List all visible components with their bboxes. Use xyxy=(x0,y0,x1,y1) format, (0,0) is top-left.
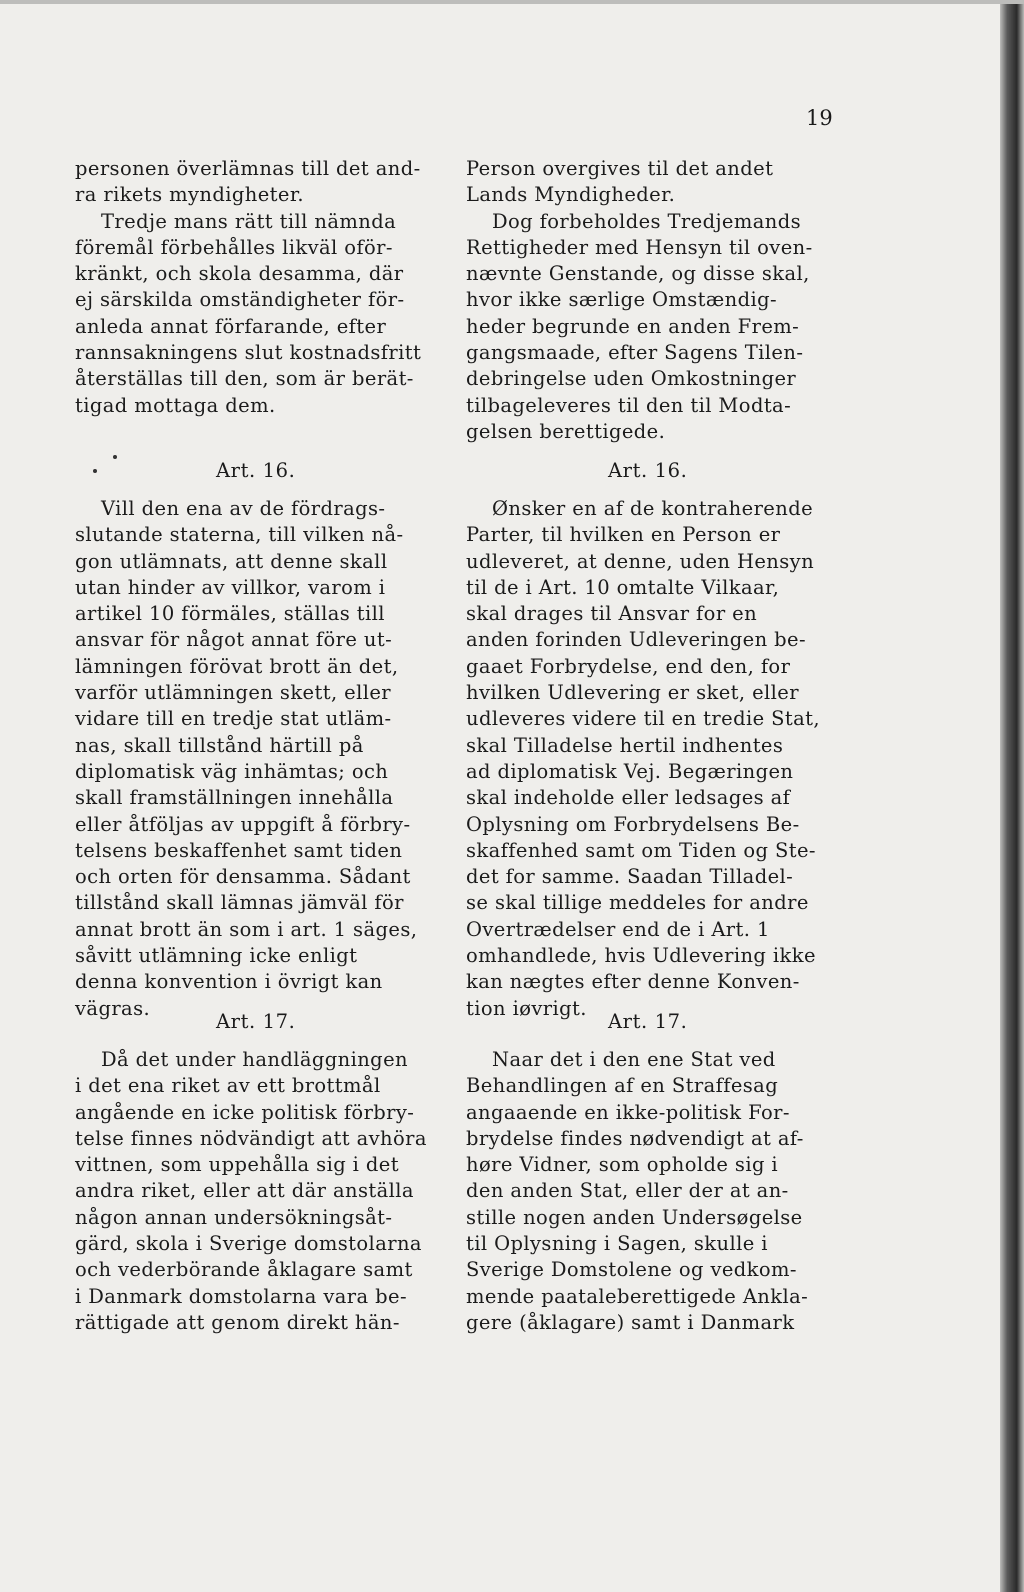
right-art16-heading: Art. 16. xyxy=(608,459,688,482)
text-line: vägras. xyxy=(75,996,151,1020)
text-line: nas, skall tillstånd härtill på xyxy=(75,733,364,757)
right-art17-heading: Art. 17. xyxy=(608,1010,688,1033)
left-art16-paragraph xyxy=(75,496,455,1022)
right-intro-paragraph xyxy=(466,156,846,445)
text-line: gaaet Forbrydelse, end den, for xyxy=(466,654,791,678)
text-line: tillstånd skall lämnas jämväl för xyxy=(75,891,404,915)
text-line: Tredje mans rätt till nämnda xyxy=(101,209,397,233)
text-line: den anden Stat, eller der at an- xyxy=(466,1179,789,1203)
text-line: gelsen berettigede. xyxy=(466,419,666,443)
text-line: eller åtföljas av uppgift å förbry- xyxy=(75,812,411,836)
text-line: hvilken Udlevering er sket, eller xyxy=(466,681,799,705)
text-line: stille nogen anden Undersøgelse xyxy=(466,1205,803,1229)
right-art16-paragraph xyxy=(466,496,846,1022)
text-line: Rettigheder med Hensyn til oven- xyxy=(466,235,813,259)
text-line: i Danmark domstolarna vara be- xyxy=(75,1284,407,1308)
text-line: anden forinden Udleveringen be- xyxy=(466,628,806,652)
text-line: til de i Art. 10 omtalte Vilkaar, xyxy=(466,575,780,599)
text-line: høre Vidner, som opholde sig i xyxy=(466,1153,779,1177)
text-line: heder begrunde en anden Frem- xyxy=(466,314,800,338)
text-line: tion iøvrigt. xyxy=(466,996,587,1020)
text-line: telse finnes nödvändigt att avhöra xyxy=(75,1126,427,1150)
page-number: 19 xyxy=(806,106,833,130)
text-line: Då det under handläggningen xyxy=(101,1048,408,1071)
text-line: utan hinder av villkor, varom i xyxy=(75,575,386,599)
page-edge-shadow xyxy=(1000,0,1024,1592)
text-line: Dog forbeholdes Tredjemands xyxy=(492,209,802,233)
text-line: lämningen förövat brott än det, xyxy=(75,654,399,678)
text-line: gere (åklagare) samt i Danmark xyxy=(466,1310,795,1334)
text-line: tilbageleveres til den til Modta- xyxy=(466,393,792,417)
text-line: rannsakningens slut kostnadsfritt xyxy=(75,341,422,365)
text-line: Behandlingen af en Straffesag xyxy=(466,1074,779,1098)
text-line: skall framställningen innehålla xyxy=(75,786,394,810)
print-speck xyxy=(113,455,117,459)
text-line: kan nægtes efter denne Konven- xyxy=(466,970,800,994)
text-line: vidare till en tredje stat utläm- xyxy=(75,707,392,731)
text-line: skal Tilladelse hertil indhentes xyxy=(466,733,784,757)
text-line: ansvar för något annat före ut- xyxy=(75,628,393,652)
text-line: gärd, skola i Sverige domstolarna xyxy=(75,1232,422,1256)
text-line: Parter, til hvilken en Person er xyxy=(466,523,781,547)
text-line: någon annan undersökningsåt- xyxy=(75,1205,393,1229)
text-line: nævnte Genstande, og disse skal, xyxy=(466,262,810,286)
text-line: ad diplomatisk Vej. Begæringen xyxy=(466,759,794,783)
text-line: brydelse findes nødvendigt at af- xyxy=(466,1126,804,1150)
text-line: angående en icke politisk förbry- xyxy=(75,1100,415,1124)
text-line: udleveres videre til en tredie Stat, xyxy=(466,707,820,731)
text-line: gangsmaade, efter Sagens Tilen- xyxy=(466,341,804,365)
text-line: andra riket, eller att där anställa xyxy=(75,1179,414,1203)
text-line: skaffenhed samt om Tiden og Ste- xyxy=(466,838,816,862)
text-line: och vederbörande åklagare samt xyxy=(75,1258,413,1282)
text-line: vittnen, som uppehålla sig i det xyxy=(75,1153,399,1177)
left-art16-heading: Art. 16. xyxy=(216,459,296,482)
text-line: Vill den ena av de fördrags- xyxy=(101,497,386,520)
text-line: ej särskilda omständigheter för- xyxy=(75,288,405,312)
text-line: artikel 10 förmäles, ställas till xyxy=(75,602,385,626)
text-line: i det ena riket av ett brottmål xyxy=(75,1074,381,1098)
text-line: tigad mottaga dem. xyxy=(75,393,276,417)
text-line: gon utlämnats, att denne skall xyxy=(75,549,388,573)
text-line: mende paataleberettigede Ankla- xyxy=(466,1284,809,1308)
left-art17-paragraph xyxy=(75,1047,455,1336)
text-line: Oplysning om Forbrydelsens Be- xyxy=(466,812,800,836)
text-line: rättigade att genom direkt hän- xyxy=(75,1310,400,1334)
text-line: Lands Myndigheder. xyxy=(466,183,676,207)
text-line: Person overgives til det andet xyxy=(466,157,774,180)
print-speck xyxy=(93,469,97,473)
text-line: personen överlämnas till det and- xyxy=(75,157,421,180)
text-line: det for samme. Saadan Tilladel- xyxy=(466,865,794,889)
text-line: se skal tillige meddeles for andre xyxy=(466,891,809,915)
text-line: kränkt, och skola desamma, där xyxy=(75,262,404,286)
left-art17-heading: Art. 17. xyxy=(216,1010,296,1033)
text-line: anleda annat förfarande, efter xyxy=(75,314,387,338)
text-line: annat brott än som i art. 1 säges, xyxy=(75,917,418,941)
text-line: angaaende en ikke-politisk For- xyxy=(466,1100,790,1124)
page-top-edge xyxy=(0,0,1024,4)
text-line: debringelse uden Omkostninger xyxy=(466,367,797,391)
text-line: Sverige Domstolene og vedkom- xyxy=(466,1258,797,1282)
text-line: slutande staterna, till vilken nå- xyxy=(75,523,404,547)
text-line: skal drages til Ansvar for en xyxy=(466,602,758,626)
text-line: ra rikets myndigheter. xyxy=(75,183,305,207)
text-line: Ønsker en af de kontraherende xyxy=(492,497,814,520)
text-line: udleveret, at denne, uden Hensyn xyxy=(466,549,815,573)
right-art17-paragraph xyxy=(466,1047,846,1336)
text-line: hvor ikke særlige Omstændig- xyxy=(466,288,777,312)
text-line: såvitt utlämning icke enligt xyxy=(75,944,358,968)
text-line: föremål förbehålles likväl oför- xyxy=(75,235,393,259)
text-line: diplomatisk väg inhämtas; och xyxy=(75,759,389,783)
text-line: Naar det i den ene Stat ved xyxy=(492,1048,776,1071)
text-line: telsens beskaffenhet samt tiden xyxy=(75,838,403,862)
text-line: til Oplysning i Sagen, skulle i xyxy=(466,1232,768,1256)
text-line: varför utlämningen skett, eller xyxy=(75,681,392,705)
text-line: skal indeholde eller ledsages af xyxy=(466,786,791,810)
text-line: och orten för densamma. Sådant xyxy=(75,865,411,889)
text-line: denna konvention i övrigt kan xyxy=(75,970,383,994)
text-line: Overtrædelser end de i Art. 1 xyxy=(466,917,770,941)
left-intro-paragraph xyxy=(75,156,455,419)
text-line: omhandlede, hvis Udlevering ikke xyxy=(466,944,816,968)
text-line: återställas till den, som är berät- xyxy=(75,367,414,391)
